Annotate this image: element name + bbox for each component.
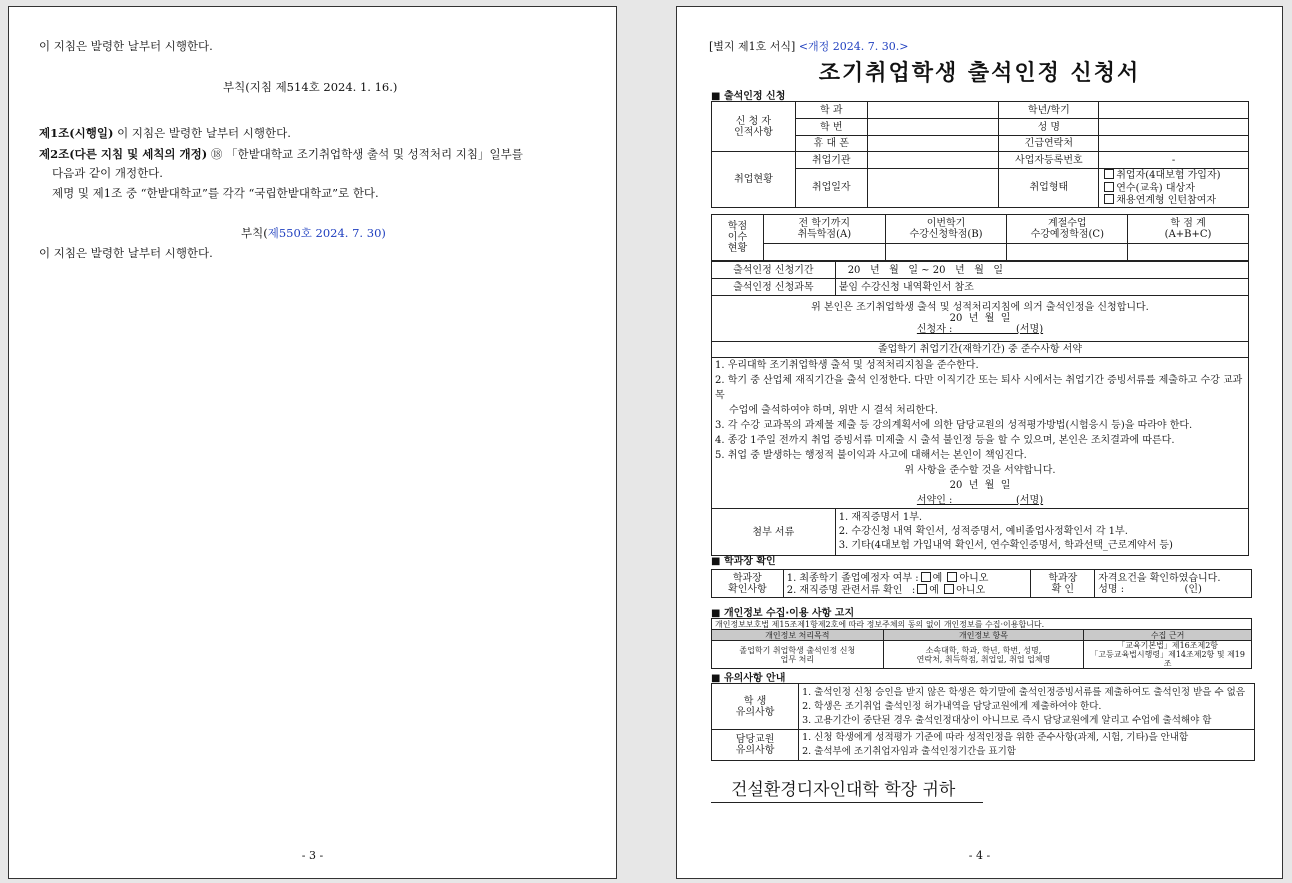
option-label: 취업자(4대보험 가입자)	[1116, 170, 1221, 181]
credits-b-label: 이번학기 수강신청학점(B)	[885, 215, 1007, 244]
dept-field[interactable]	[867, 102, 999, 119]
page-number: - 4 -	[968, 849, 991, 862]
attach-item: 1. 재직증명서 1부.	[838, 512, 923, 523]
job-type-option-2[interactable]	[1102, 182, 1245, 195]
credits-c-field[interactable]	[1007, 244, 1128, 261]
applicant-signature[interactable]: 신청자 : (서명)	[916, 324, 1044, 335]
note-item: 2. 출석부에 조기취업자임과 출석인정기간을 표기함	[802, 746, 1016, 757]
article-2-line-2: 다음과 같이 개정한다.	[52, 166, 163, 180]
question-text: 2. 재직증명 관련서류 확인 :	[786, 584, 916, 596]
section-privacy: ■ 개인정보 수집·이용 사항 고지	[711, 604, 854, 619]
yes-label: 예	[932, 572, 943, 584]
checkbox[interactable]	[1104, 194, 1114, 204]
page-number: - 3 -	[301, 849, 324, 862]
option-label: 채용연계형 인턴참여자	[1116, 195, 1217, 206]
article-2-line-3: 제명 및 제1조 중 “한밭대학교”를 각각 “국립한밭대학교”로 한다.	[52, 186, 379, 200]
section-application: ■ 출석인정 신청	[711, 87, 785, 102]
note-item: 1. 신청 학생에게 성적평가 기준에 따라 성적인정을 위한 준수사항(과제, 시험, 기타)을 안내함	[802, 732, 1189, 743]
privacy-note: 개인정보보호법 제15조제1항제2호에 따라 정보주체의 동의 없이 개인정보를 수집·이용합니다.	[712, 619, 1252, 630]
note-item: 3. 고용기간이 중단된 경우 출석인정대상이 아니므로 즉시 담당교원에게 알리고 수업에 출석해야 함	[802, 714, 1212, 726]
company-field[interactable]	[867, 152, 999, 169]
document-page-3	[8, 6, 617, 879]
enforcement-line: 이 지침은 발령한 날부터 시행한다.	[39, 39, 213, 53]
supplement-heading-514: 부칙(지침 제514호 2024. 1. 16.)	[223, 80, 398, 94]
head-confirm-text: 자격요건을 확인하였습니다.	[1098, 572, 1221, 584]
statement-block	[712, 296, 1249, 342]
oath-title: 졸업학기 취업기간(재학기간) 중 준수사항 서약	[712, 342, 1249, 358]
privacy-header: 수집 근거	[1084, 630, 1252, 641]
application-detail-table	[711, 261, 1249, 556]
oath-block	[712, 358, 1249, 509]
form-label: [별지 제1호 서식]	[709, 40, 796, 53]
section-head-confirm: ■ 학과장 확인	[711, 552, 776, 567]
privacy-cell: 졸업학기 취업학생 출석인정 신청 업무 처리	[712, 641, 884, 669]
name-field[interactable]	[1099, 119, 1249, 136]
student-id-field[interactable]	[867, 119, 999, 136]
oath-item: 4. 종강 1주일 전까지 취업 증빙서류 미제출 시 출석 불인정 등을 할 수 있으며, 본인은 조치결과에 따른다.	[715, 435, 1175, 446]
attach-list	[835, 509, 1248, 556]
credits-a-label: 전 학기까지 취득학점(A)	[763, 215, 885, 244]
job-type-label: 취업형태	[999, 169, 1099, 208]
note-item: 1. 출석인정 신청 승인을 받지 않은 학생은 학기말에 출석인정증빙서류를 제출하여도 출석인정 받을 수 없음	[802, 686, 1246, 698]
credits-a-field[interactable]	[763, 244, 885, 261]
attach-item: 2. 수강신청 내역 확인서, 성적증명서, 예비졸업사정확인서 각 1부.	[838, 526, 1128, 537]
checkbox[interactable]	[1104, 182, 1114, 192]
head-confirm-label: 학과장 확 인	[1031, 570, 1095, 598]
student-id-label: 학 번	[795, 119, 867, 136]
statement-text: 위 본인은 조기취업학생 출석 및 성적처리지침에 의거 출석인정을 신청합니다.	[811, 302, 1149, 313]
job-date-label: 취업일자	[795, 169, 867, 208]
oath-item: 수업에 출석하여야 하며, 위반 시 결석 처리한다.	[729, 405, 938, 416]
grade-label: 학년/학기	[999, 102, 1099, 119]
job-type-options	[1099, 169, 1249, 208]
oath-signature-wrap	[715, 493, 1245, 508]
section-notes: ■ 유의사항 안내	[711, 669, 785, 684]
bizno-label: 사업자등록번호	[999, 152, 1099, 169]
oath-date: 20 년 월 일	[949, 480, 1011, 491]
emergency-field[interactable]	[1099, 136, 1249, 152]
subject-label: 출석인정 신청과목	[712, 279, 836, 296]
document-page-4	[676, 6, 1283, 879]
head-name-field[interactable]: 성명 : (인)	[1098, 583, 1202, 595]
addressee: 건설환경디자인대학 학장 귀하	[711, 775, 983, 803]
option-label: 연수(교육) 대상자	[1116, 182, 1195, 194]
job-date-field[interactable]	[867, 169, 999, 208]
applicant-group-label: 신 청 자 인적사항	[712, 102, 796, 152]
head-confirm-table	[711, 569, 1252, 598]
enforcement-line-last: 이 지침은 발령한 날부터 시행한다.	[39, 246, 213, 260]
phone-field[interactable]	[867, 136, 999, 152]
no-label: 아니오	[959, 572, 989, 584]
phone-label: 휴 대 폰	[795, 136, 867, 152]
revision-link[interactable]: 제550호 2024. 7. 30)	[267, 226, 386, 240]
notes-table	[711, 683, 1255, 761]
article-2	[39, 146, 523, 162]
privacy-header: 개인정보 항목	[883, 630, 1084, 641]
oath-item: 2. 학기 중 산업체 재직기간을 출석 인정한다. 다만 이직기간 또는 퇴사 시에서는 취업기간 증빙서류를 제출하고 수강 교과목	[715, 375, 1243, 401]
supplement-heading-550	[241, 225, 386, 241]
supplement-prefix: 부칙(	[241, 226, 268, 240]
oath-item: 3. 각 수강 교과목의 과제물 제출 등 강의계획서에 의한 담당교원의 성적평가방법(시험응시 등)을 따라야 한다.	[715, 420, 1193, 431]
company-label: 취업기관	[795, 152, 867, 169]
form-title: 조기취업학생 출석인정 신청서	[818, 61, 1141, 86]
oath-signature[interactable]: 서약인 : (서명)	[916, 495, 1044, 506]
head-confirm-block	[1095, 570, 1252, 598]
oath-agree: 위 사항을 준수할 것을 서약합니다.	[904, 465, 1056, 476]
period-field[interactable]: 20 년 월 일 ~ 20 년 월 일	[835, 262, 1248, 279]
privacy-cell: 소속대학, 학과, 학년, 학번, 성명, 연락처, 취득학점, 취업일, 취업 업체명	[883, 641, 1084, 669]
article-1-heading: 제1조(시행일)	[39, 126, 114, 140]
job-type-option-3[interactable]	[1102, 194, 1245, 207]
professor-notes-label: 담당교원 유의사항	[712, 730, 799, 761]
credits-b-field[interactable]	[885, 244, 1007, 261]
checkbox[interactable]	[1104, 169, 1114, 179]
head-check-q2	[787, 584, 1028, 596]
subject-field[interactable]: 붙임 수강신청 내역확인서 참조	[835, 279, 1248, 296]
student-notes	[799, 684, 1255, 730]
period-label: 출석인정 신청기간	[712, 262, 836, 279]
grade-field[interactable]	[1099, 102, 1249, 119]
name-label: 성 명	[999, 119, 1099, 136]
head-check-items	[783, 570, 1031, 598]
job-group-label: 취업현황	[712, 152, 796, 208]
article-1-body: 이 지침은 발령한 날부터 시행한다.	[113, 126, 291, 140]
article-1	[39, 125, 291, 141]
attach-label: 첨부 서류	[712, 509, 836, 556]
form-header	[709, 38, 909, 54]
privacy-header: 개인정보 처리목적	[712, 630, 884, 641]
privacy-cell: 「교육기본법」제16조제2항 「고등교육법시행령」제14조제2항 및 제19조	[1084, 641, 1252, 669]
bizno-field[interactable]: -	[1099, 152, 1249, 169]
oath-item: 1. 우리대학 조기취업학생 출석 및 성적처리지침을 준수한다.	[715, 360, 979, 371]
application-table	[711, 101, 1249, 208]
head-check-label: 학과장 확인사항	[712, 570, 784, 598]
professor-notes	[799, 730, 1255, 761]
attach-item: 3. 기타(4대보험 가입내역 확인서, 연수확인증명서, 학과선택_근로계약서 등)	[838, 540, 1173, 551]
credits-c-label: 계절수업 수강예정학점(C)	[1007, 215, 1128, 244]
credits-group-label: 학점 이수 현황	[712, 215, 764, 261]
checkbox[interactable]	[921, 572, 931, 582]
job-type-option-1[interactable]	[1102, 169, 1245, 182]
yes-label: 예	[929, 584, 939, 596]
oath-item: 5. 취업 중 발생하는 행정적 불이익과 사고에 대해서는 본인이 책임진다.	[715, 450, 1027, 461]
credits-table	[711, 214, 1249, 261]
checkbox[interactable]	[947, 572, 957, 582]
article-2-heading: 제2조(다른 지침 및 세칙의 개정)	[39, 147, 208, 161]
checkbox[interactable]	[944, 584, 954, 594]
privacy-table	[711, 618, 1252, 669]
credits-total-field[interactable]	[1128, 244, 1249, 261]
article-2-body: ⑱ 「한밭대학교 조기취업학생 출석 및 성적처리 지침」일부를	[207, 147, 523, 161]
emergency-label: 긴급연락처	[999, 136, 1099, 152]
dept-label: 학 과	[795, 102, 867, 119]
credits-total-label: 학 점 계 (A+B+C)	[1128, 215, 1249, 244]
question-text: 1. 최종학기 졸업예정자 여부 :	[786, 572, 919, 584]
checkbox[interactable]	[917, 584, 927, 594]
statement-date: 20 년 월 일	[949, 313, 1011, 324]
revision-note: <개정 2024. 7. 30.>	[798, 40, 909, 53]
no-label: 아니오	[956, 584, 986, 596]
student-notes-label: 학 생 유의사항	[712, 684, 799, 730]
head-check-q1	[787, 572, 1028, 584]
note-item: 2. 학생은 조기취업 출석인정 허가내역을 담당교원에게 제출하여야 한다.	[802, 700, 1102, 712]
